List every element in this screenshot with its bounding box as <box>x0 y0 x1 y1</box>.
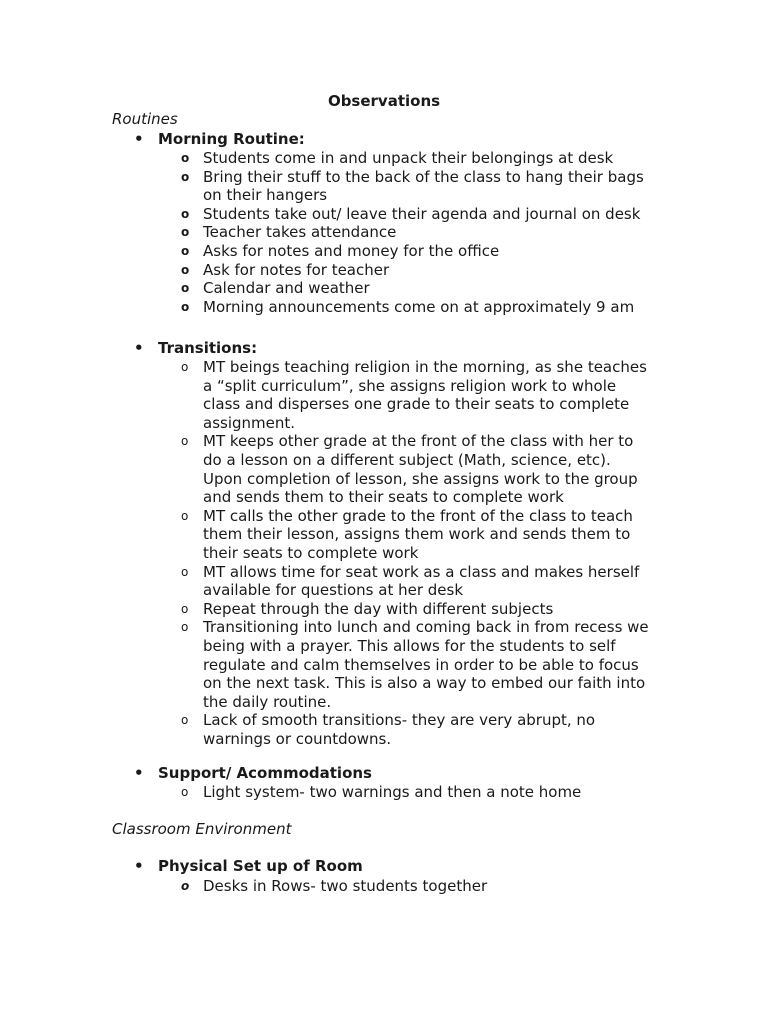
bullet-dot-icon: • <box>134 764 144 782</box>
page-title: Observations <box>327 92 441 110</box>
transitions-list <box>181 358 651 748</box>
bullet-label: Transitions: <box>158 339 258 357</box>
list-item: o Asks for notes and money for the office <box>181 241 500 260</box>
list-item: o Morning announcements come on at approximately 9 am <box>181 297 635 316</box>
list-item: o Ask for notes for teacher <box>181 260 390 279</box>
circle-bullet-icon: o <box>181 151 190 165</box>
circle-bullet-icon: o <box>181 225 190 240</box>
list-item: o Bring their stuff to the back of the class to hang their bags on their hangers <box>181 167 644 205</box>
bullet-label: Morning Routine: <box>158 130 305 148</box>
circle-bullet-icon: o <box>181 299 190 314</box>
list-item: o Light system- two warnings and then a note home <box>181 783 582 801</box>
list-item: o Students take out/ leave their agenda and journal on desk <box>181 204 641 223</box>
list-item: o Repeat through the day with different subjects <box>181 599 554 618</box>
list-item: o Transitioning into lunch and coming back in from recess we being with a prayer. This allows for the students to self regulate and calm themselves in order to be able to focus on the next task. This is also a way to embed our faith into the daily routine. <box>181 618 649 711</box>
circle-bullet-icon: o <box>181 281 190 296</box>
physical-setup-list <box>181 877 651 896</box>
list-item: o MT allows time for seat work as a class and makes herself available for questions at her desk <box>181 562 640 600</box>
circle-bullet-icon: o <box>181 508 189 523</box>
circle-bullet-icon: o <box>181 785 189 799</box>
list-item: o Teacher takes attendance <box>181 223 397 242</box>
bullet-dot-icon: • <box>134 857 144 875</box>
circle-bullet-icon: o <box>181 564 189 579</box>
circle-bullet-icon: o <box>181 434 189 449</box>
circle-bullet-icon: o <box>181 620 189 635</box>
circle-bullet-icon: o <box>181 169 190 184</box>
circle-bullet-icon: o <box>181 713 189 728</box>
morning-routine-list <box>181 149 651 316</box>
bullet-label: Support/ Acommodations <box>158 764 372 782</box>
support-list <box>181 783 651 802</box>
list-item: o Lack of smooth transitions- they are very abrupt, no warnings or countdowns. <box>181 711 596 748</box>
list-item: o Calendar and weather <box>181 279 370 298</box>
bullet-dot-icon: • <box>134 130 144 148</box>
list-item: o MT keeps other grade at the front of the class with her to do a lesson on a different subject (Math, science, etc). Upon completion of lesson, she assigns work to the group and sends them to their seats to complete work <box>181 432 638 507</box>
circle-bullet-icon: o <box>181 360 189 374</box>
bullet-dot-icon: • <box>134 339 144 357</box>
circle-bullet-icon: o <box>181 601 189 616</box>
circle-bullet-icon: o <box>181 262 190 277</box>
circle-bullet-icon: o <box>181 879 190 893</box>
list-item: o MT calls the other grade to the front of the class to teach them their lesson, assigns them work and sends them to their seats to complete work <box>181 506 633 562</box>
bullet-label: Physical Set up of Room <box>158 857 363 875</box>
circle-bullet-icon: o <box>181 206 190 221</box>
section-heading-classroom-environment: Classroom Environment <box>112 820 292 838</box>
list-item: o Students come in and unpack their belongings at desk <box>181 149 614 167</box>
list-item: o MT beings teaching religion in the morning, as she teaches a “split curriculum”, she assigns religion work to whole class and disperses one grade to their seats to complete assignment. <box>181 358 647 432</box>
circle-bullet-icon: o <box>181 243 190 258</box>
list-item: o Desks in Rows- two students together <box>181 877 488 895</box>
section-heading-routines: Routines <box>112 110 178 128</box>
